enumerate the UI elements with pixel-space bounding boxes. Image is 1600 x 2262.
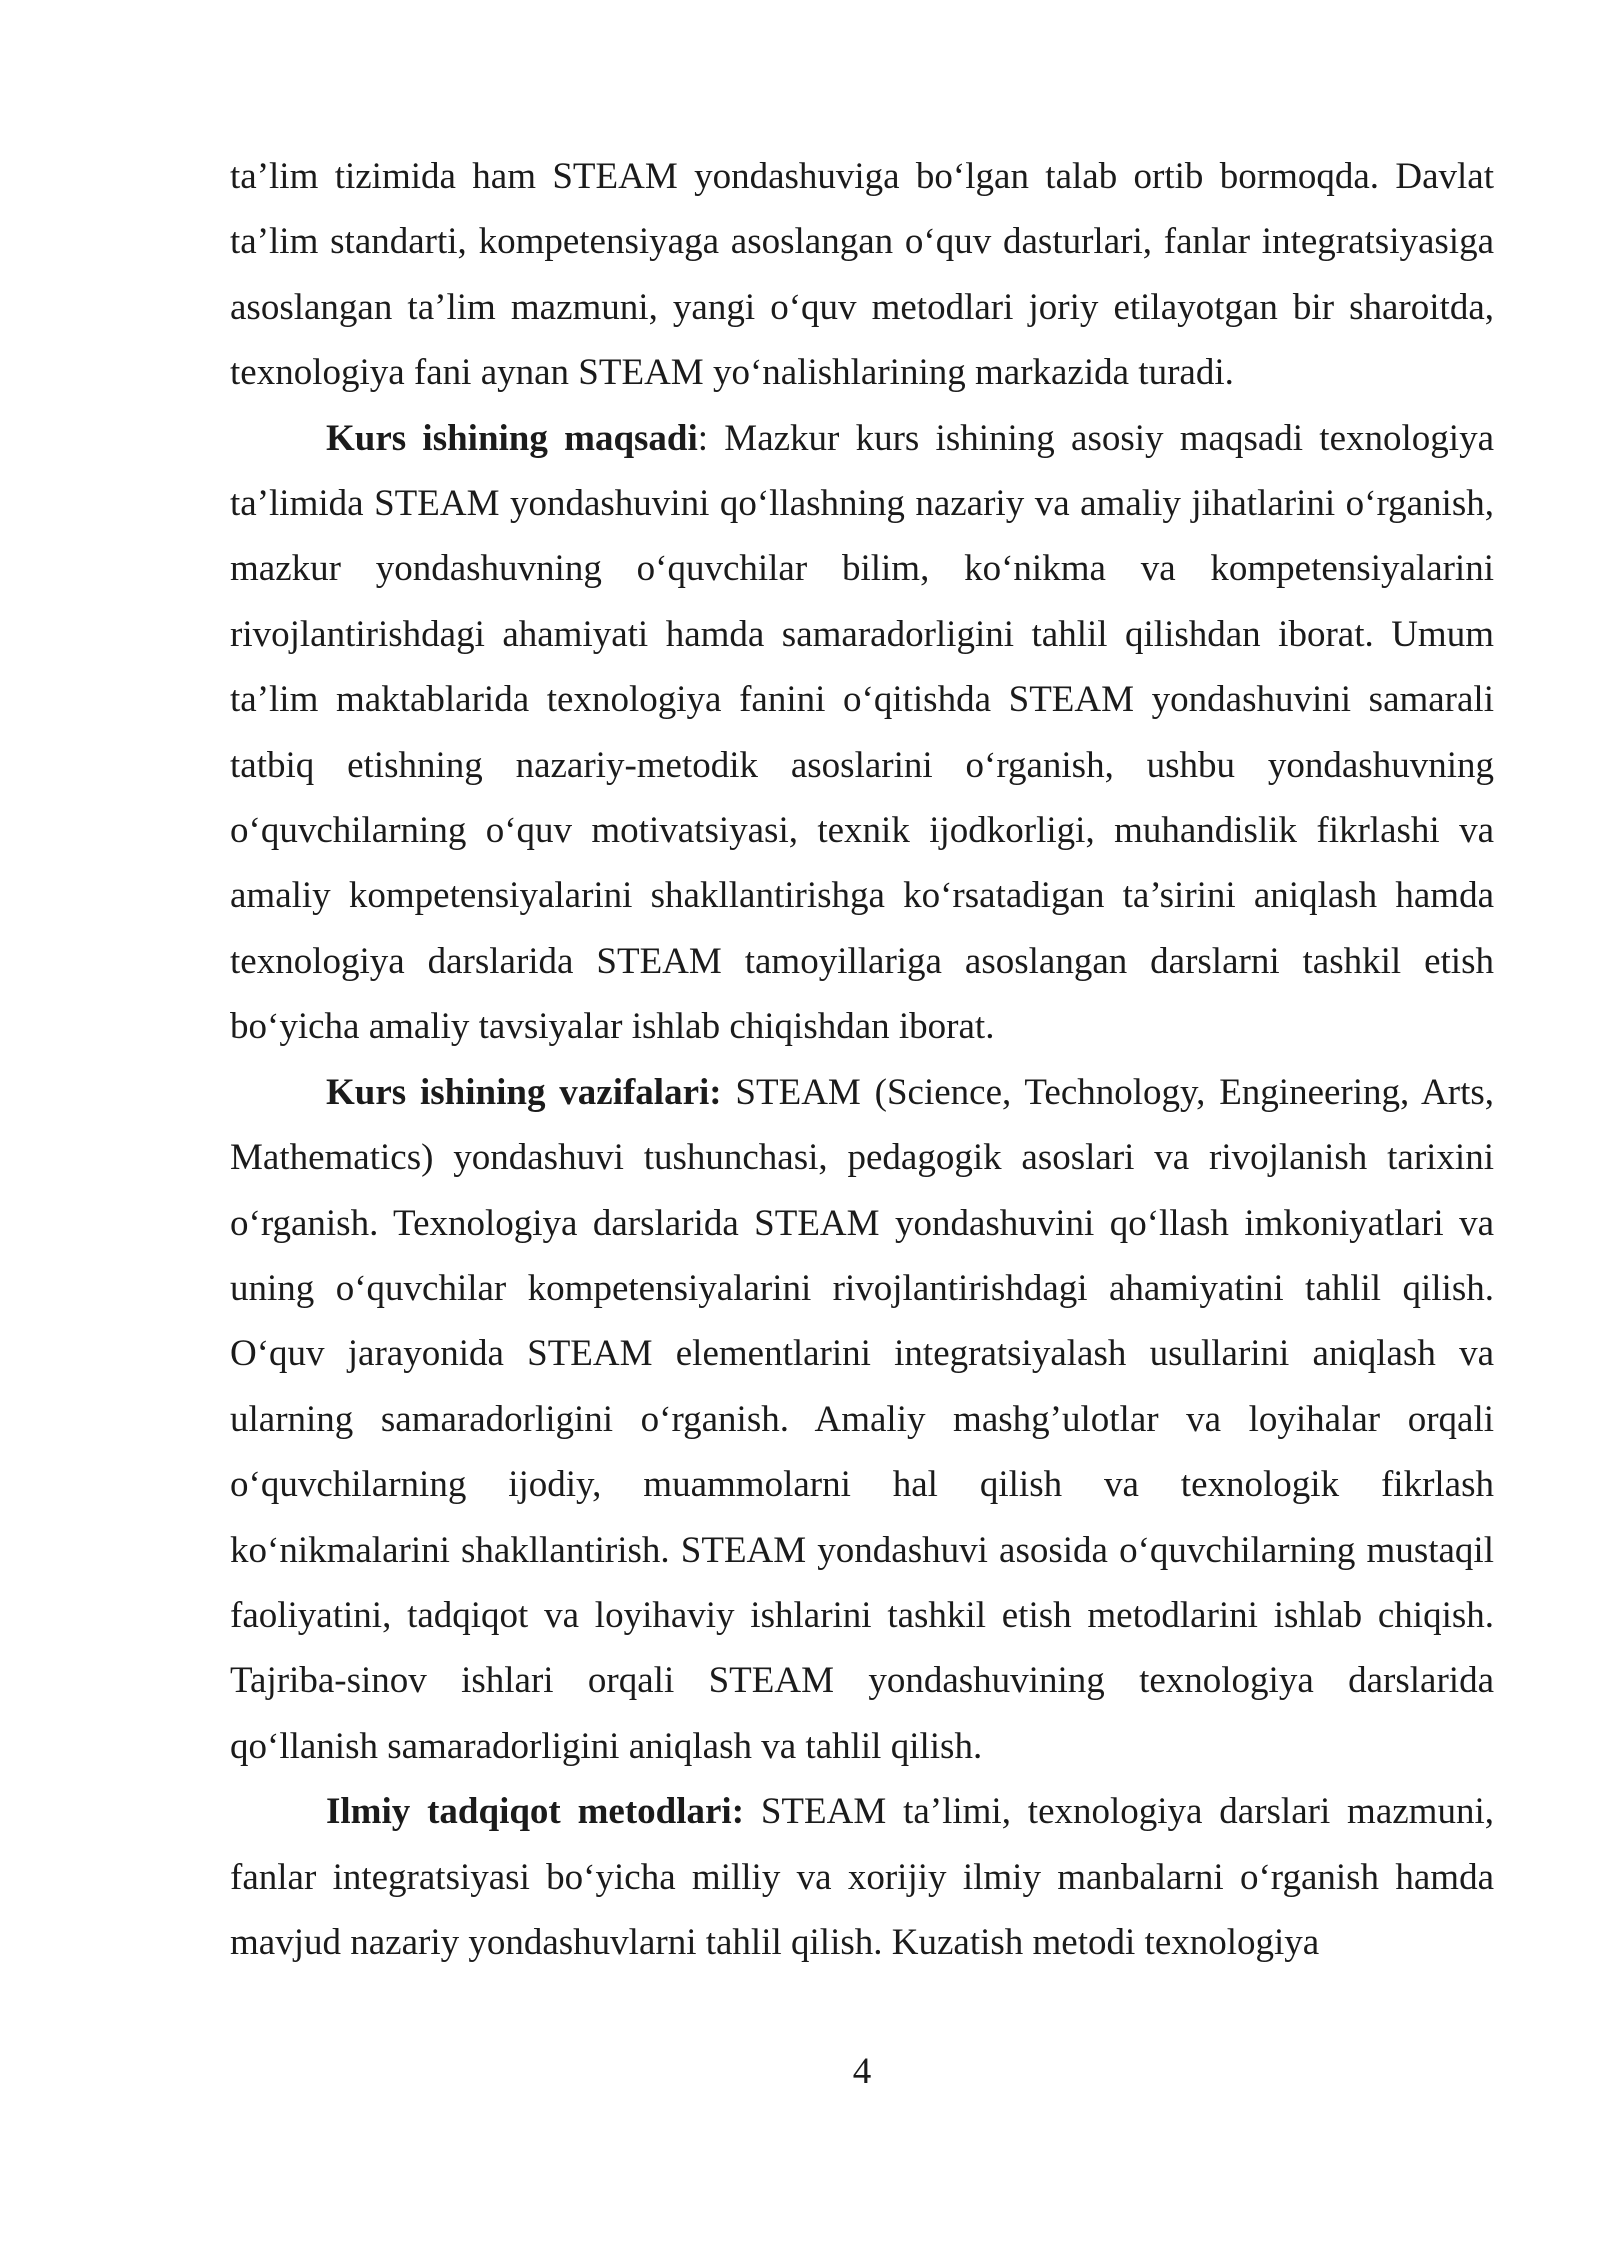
- paragraph-methods: [230, 1779, 1494, 1975]
- body-text: [230, 144, 1494, 1975]
- paragraph-text: ta’lim tizimida ham STEAM yondashuviga bo‘lgan talab ortib bormoqda. Davlat ta’lim standarti, kompetensiyaga asoslangan o‘quv dasturlari, fanlar integratsiyasiga asoslangan ta’lim mazmuni, yangi o‘quv metodlari joriy etilayotgan bir sharoitda, texnologiya fani aynan STEAM yo‘nalishlarining markazida turadi.: [230, 156, 1494, 394]
- paragraph-text: STEAM ta’limi, texnologiya darslari mazmuni, fanlar integratsiyasi bo‘yicha milliy va xorijiy ilmiy manbalarni o‘rganish hamda mavjud nazariy yondashuvlarni tahlil qilish. Kuzatish metodi texnologiya: [230, 1791, 1494, 1963]
- page-number: 4: [852, 2051, 872, 2092]
- paragraph-goal: [230, 406, 1494, 1060]
- paragraph-text: STEAM (Science, Technology, Engineering, Arts, Mathematics) yondashuvi tushunchasi, pedagogik asoslari va rivojlanish tarixini o‘rganish. Texnologiya darslarida STEAM yondashuvini qo‘llash imkoniyatlari va uning o‘quvchilar kompetensiyalarini rivojlantirishdagi ahamiyatini tahlil qilish. O‘quv jarayonida STEAM elementlarini integratsiyalash usullarini aniqlash va ularning samaradorligini o‘rganish. Amaliy mashg’ulotlar va loyihalar orqali o‘quvchilarning ijodiy, muammolarni hal qilish va texnologik fikrlash ko‘nikmalarini shakllantirish. STEAM yondashuvi asosida o‘quvchilarning mustaqil faoliyatini, tadqiqot va loyihaviy ishlarini tashkil etish metodlarini ishlab chiqish. Tajriba-sinov ishlari orqali STEAM yondashuvining texnologiya darslarida qo‘llanish samaradorligini aniqlash va tahlil qilish.: [230, 1071, 1495, 1767]
- paragraph-heading: Ilmiy tadqiqot metodlari:: [326, 1791, 745, 1833]
- paragraph-text: : Mazkur kurs ishining asosiy maqsadi texnologiya ta’limida STEAM yondashuvini qo‘llashning nazariy va amaliy jihatlarini o‘rganish, mazkur yondashuvning o‘quvchilar bilim, ko‘nikma va kompetensiyalarini rivojlantirishdagi ahamiyati hamda samaradorligini tahlil qilishdan iborat. Umum ta’lim maktablarida texnologiya fanini o‘qitishda STEAM yondashuvini samarali tatbiq etishning nazariy-metodik asoslarini o‘rganish, ushbu yondashuvning o‘quvchilarning o‘quv motivatsiyasi, texnik ijodkorligi, muhandislik fikrlashi va amaliy kompetensiyalarini shakllantirishga ko‘rsatadigan ta’sirini aniqlash hamda texnologiya darslarida STEAM tamoyillariga asoslangan darslarni tashkil etish bo‘yicha amaliy tavsiyalar ishlab chiqishdan iborat.: [230, 417, 1494, 1048]
- paragraph-heading: Kurs ishining maqsadi: [326, 417, 698, 459]
- paragraph-heading: Kurs ishining vazifalari:: [326, 1071, 722, 1113]
- paragraph-tasks: [230, 1060, 1494, 1779]
- paragraph-intro: [230, 144, 1494, 406]
